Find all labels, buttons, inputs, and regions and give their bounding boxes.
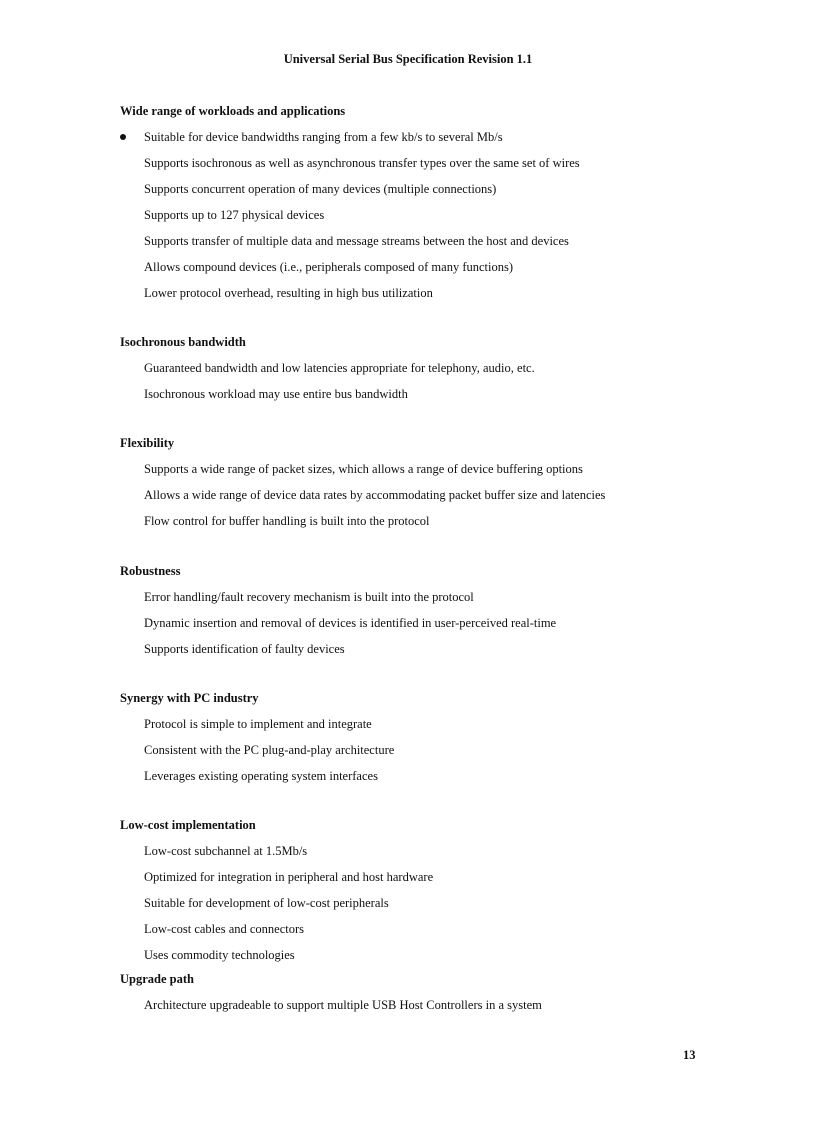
list-item-text: Leverages existing operating system interfaces (144, 769, 378, 783)
list-item (120, 869, 720, 895)
list-item (120, 768, 720, 794)
list-item (120, 947, 720, 973)
list-item (120, 487, 720, 513)
list-item (120, 997, 720, 1023)
page-number: 13 (683, 1048, 696, 1062)
list-item-text: Flow control for buffer handling is built into the protocol (144, 514, 430, 528)
list-item-text: Supports transfer of multiple data and message streams between the host and devices (144, 234, 569, 248)
list-item (120, 843, 720, 869)
list-item (120, 641, 720, 667)
list-item (120, 181, 720, 207)
section-workloads (120, 103, 720, 311)
bullet-icon (120, 134, 126, 140)
list-item (120, 233, 720, 259)
list-item (120, 155, 720, 181)
page-header: Universal Serial Bus Specification Revision 1.1 (283, 52, 533, 66)
list-item (120, 615, 720, 641)
list-item-text: Dynamic insertion and removal of devices is identified in user-perceived real-time (144, 616, 557, 630)
section-title: Low-cost implementation (120, 818, 256, 832)
section-title: Flexibility (120, 436, 175, 450)
list-item-text: Protocol is simple to implement and integrate (144, 717, 372, 731)
list-item (120, 716, 720, 742)
list-item (120, 589, 720, 615)
list-item-text: Uses commodity technologies (144, 948, 295, 962)
section-flexibility (120, 435, 720, 539)
list-item-text: Error handling/fault recovery mechanism is built into the protocol (144, 590, 474, 604)
list-item-text: Suitable for device bandwidths ranging from a few kb/s to several Mb/s (144, 130, 503, 144)
list-item-text: Supports up to 127 physical devices (144, 208, 325, 222)
list-item (120, 207, 720, 233)
list-item-text: Low-cost cables and connectors (144, 922, 305, 936)
list-item-text: Architecture upgradeable to support multiple USB Host Controllers in a system (144, 998, 542, 1012)
list-item-text: Supports isochronous as well as asynchronous transfer types over the same set of wires (144, 156, 580, 170)
list-item (120, 513, 720, 539)
section-title: Robustness (120, 564, 181, 578)
section-title: Wide range of workloads and applications (120, 104, 346, 118)
list-item-text: Lower protocol overhead, resulting in high bus utilization (144, 286, 433, 300)
list-item (120, 461, 720, 487)
section-isochronous-bandwidth (120, 334, 720, 412)
list-item-text: Low-cost subchannel at 1.5Mb/s (144, 844, 308, 858)
list-item-text: Supports concurrent operation of many devices (multiple connections) (144, 182, 497, 196)
list-item (120, 360, 720, 386)
list-item-text: Supports identification of faulty devices (144, 642, 345, 656)
section-title: Upgrade path (120, 972, 194, 986)
list-item-text: Consistent with the PC plug-and-play architecture (144, 743, 395, 757)
list-item-text: Isochronous workload may use entire bus bandwidth (144, 387, 408, 401)
section-upgrade-path (120, 971, 720, 1023)
section-title: Isochronous bandwidth (120, 335, 246, 349)
list-item-text: Optimized for integration in peripheral and host hardware (144, 870, 434, 884)
list-item (120, 921, 720, 947)
list-item (120, 742, 720, 768)
section-low-cost (120, 817, 720, 973)
list-item (120, 285, 720, 311)
list-item-text: Allows a wide range of device data rates by accommodating packet buffer size and latencies (144, 488, 606, 502)
section-robustness (120, 563, 720, 667)
section-title: Synergy with PC industry (120, 691, 259, 705)
list-item-text: Allows compound devices (i.e., peripherals composed of many functions) (144, 260, 514, 274)
list-item (120, 129, 720, 155)
list-item-text: Suitable for development of low-cost peripherals (144, 896, 389, 910)
list-item (120, 895, 720, 921)
list-item (120, 386, 720, 412)
list-item (120, 259, 720, 285)
list-item-text: Guaranteed bandwidth and low latencies appropriate for telephony, audio, etc. (144, 361, 535, 375)
list-item-text: Supports a wide range of packet sizes, which allows a range of device buffering options (144, 462, 583, 476)
section-synergy (120, 690, 720, 794)
